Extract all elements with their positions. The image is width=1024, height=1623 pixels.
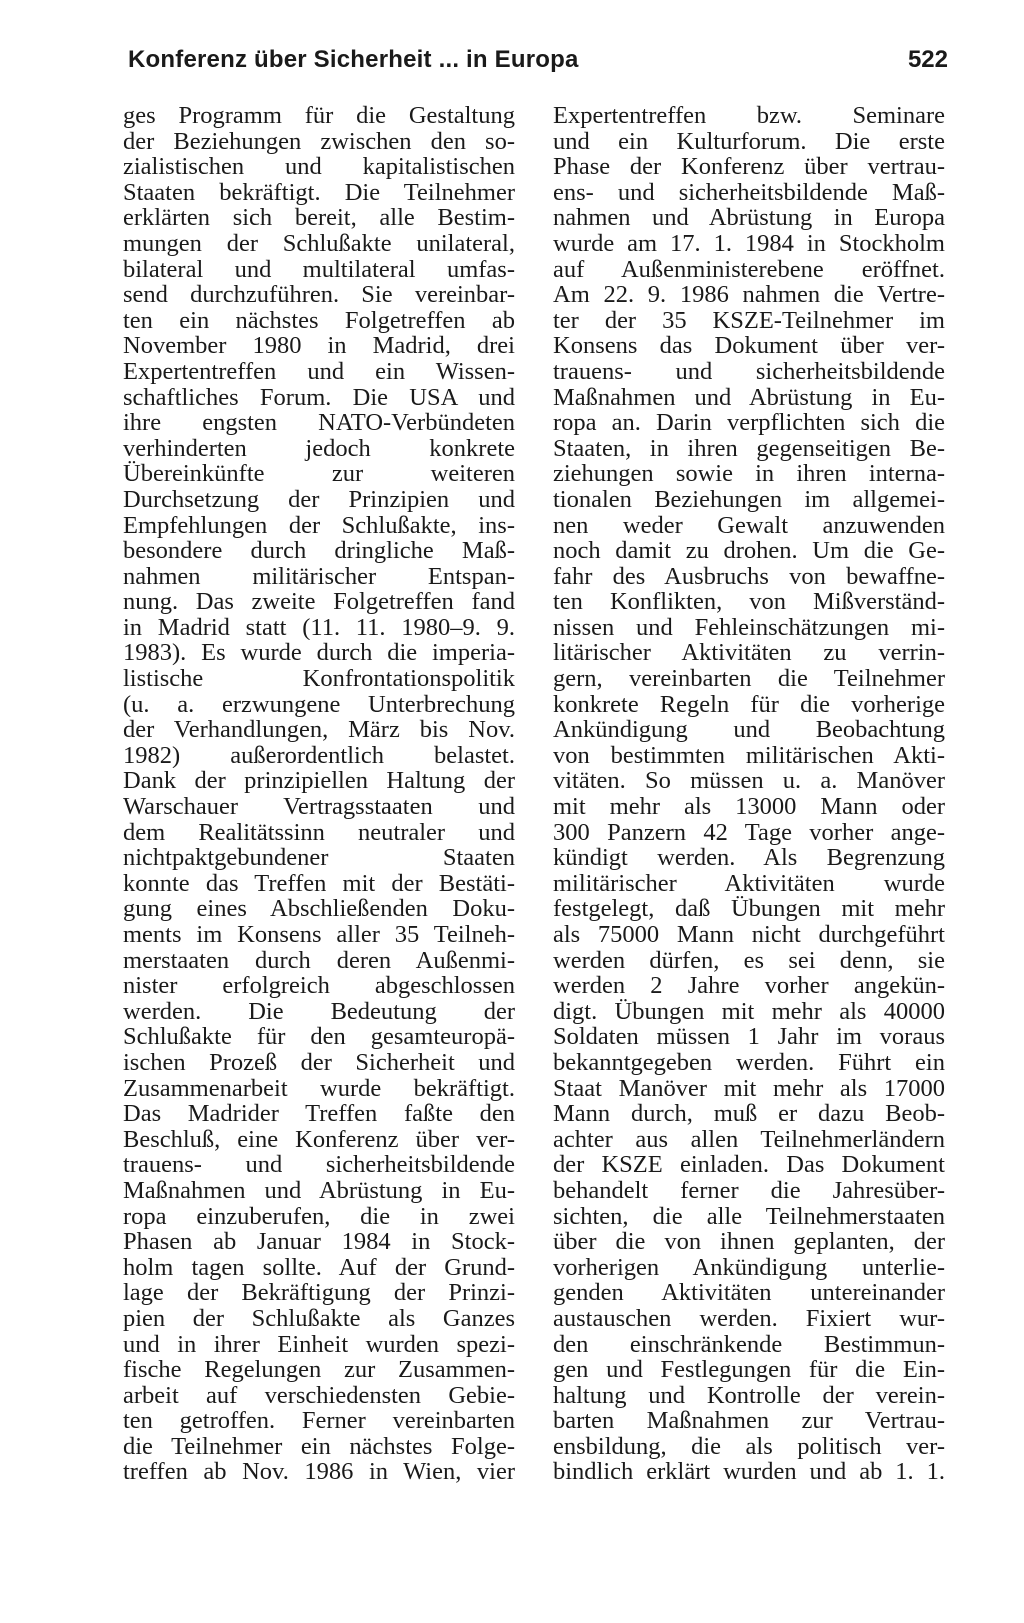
text-line: mit mehr als 13000 Mann oder — [553, 794, 945, 820]
text-line: 300 Panzern 42 Tage vorher ange- — [553, 819, 945, 846]
text-line: ropa einzuberufen, die in zwei — [123, 1203, 515, 1230]
text-line: treffen ab Nov. 1986 in Wien, vier — [123, 1459, 515, 1486]
text-line: austauschen werden. Fixiert wur- — [553, 1305, 945, 1332]
text-line: ments im Konsens aller 35 Teilneh- — [123, 922, 515, 948]
text-line: der KSZE einladen. Das Dokument — [553, 1152, 945, 1178]
text-line: Maßnahmen und Abrüstung in Eu- — [553, 384, 945, 411]
text-line: ens- und sicherheitsbildende Maß- — [553, 179, 945, 206]
text-line: auf Außenministerebene eröffnet. — [553, 256, 945, 283]
text-line: Konsens das Dokument über ver- — [553, 333, 945, 359]
text-line: genden Aktivitäten untereinander — [553, 1280, 945, 1306]
text-line: gern, vereinbarten die Teilnehmer — [553, 666, 945, 692]
text-line: Beschluß, eine Konferenz über ver- — [123, 1126, 515, 1153]
text-line: ter der 35 KSZE-Teilnehmer im — [553, 307, 945, 334]
text-line: Durchsetzung der Prinzipien und — [123, 486, 515, 513]
text-line: werden 2 Jahre vorher angekün- — [553, 973, 945, 999]
text-line: als 75000 Mann nicht durchgeführt — [553, 922, 945, 948]
text-column-left — [123, 103, 515, 1485]
text-line: die Teilnehmer ein nächstes Folge- — [123, 1433, 515, 1460]
text-line: fahr des Ausbruchs von bewaffne- — [553, 563, 945, 590]
text-line: der Beziehungen zwischen den so- — [123, 128, 515, 155]
text-line: sichten, die alle Teilnehmerstaaten — [553, 1203, 945, 1230]
text-line: send durchzuführen. Sie vereinbar- — [123, 282, 515, 308]
text-line: pien der Schlußakte als Ganzes — [123, 1305, 515, 1332]
text-line: listische Konfrontationspolitik — [123, 666, 515, 692]
text-line: ziehungen sowie in ihren interna- — [553, 461, 945, 487]
text-line: ischen Prozeß der Sicherheit und — [123, 1049, 515, 1076]
text-line: bekanntgegeben werden. Führt ein — [553, 1049, 945, 1076]
text-line: festgelegt, daß Übungen mit mehr — [553, 896, 945, 922]
text-line: trauens- und sicherheitsbildende — [553, 358, 945, 385]
text-column-right — [553, 103, 945, 1485]
text-line: ten Konflikten, von Mißverständ- — [553, 589, 945, 615]
text-line: nissen und Fehleinschätzungen mi- — [553, 614, 945, 641]
text-line: Warschauer Vertragsstaaten und — [123, 794, 515, 820]
text-line: Das Madrider Treffen faßte den — [123, 1101, 515, 1127]
text-line: über die von ihnen geplanten, der — [553, 1229, 945, 1255]
text-line: verhinderten jedoch konkrete — [123, 435, 515, 462]
text-line: Maßnahmen und Abrüstung in Eu- — [123, 1177, 515, 1204]
text-line: Phasen ab Januar 1984 in Stock- — [123, 1229, 515, 1255]
text-line: von bestimmten militärischen Akti- — [553, 742, 945, 769]
text-line: nichtpaktgebundener Staaten — [123, 845, 515, 871]
text-line: November 1980 in Madrid, drei — [123, 333, 515, 359]
text-line: behandelt ferner die Jahresüber- — [553, 1177, 945, 1204]
text-line: ges Programm für die Gestaltung — [123, 103, 515, 129]
text-line: den einschränkende Bestimmun- — [553, 1331, 945, 1358]
text-line: dem Realitätssinn neutraler und — [123, 819, 515, 846]
page-number: 522 — [907, 46, 948, 73]
text-line: nahmen militärischer Entspan- — [123, 563, 515, 590]
text-line: nahmen und Abrüstung in Europa — [553, 205, 945, 231]
text-line: und in ihrer Einheit wurden spezi- — [123, 1331, 515, 1358]
text-line: vitäten. So müssen u. a. Manöver — [553, 768, 945, 795]
text-line: ten getroffen. Ferner vereinbarten — [123, 1408, 515, 1434]
text-line: bilateral und multilateral umfas- — [123, 256, 515, 283]
running-head: Konferenz über Sicherheit ... in Europa — [128, 46, 579, 73]
text-line: ten ein nächstes Folgetreffen ab — [123, 307, 515, 334]
text-line: Expertentreffen bzw. Seminare — [553, 103, 945, 129]
text-line: Staaten, in ihren gegenseitigen Be- — [553, 435, 945, 462]
text-line: Übereinkünfte zur weiteren — [123, 461, 515, 487]
text-line: Dank der prinzipiellen Haltung der — [123, 768, 515, 795]
text-line: lage der Bekräftigung der Prinzi- — [123, 1280, 515, 1306]
text-line: haltung und Kontrolle der verein- — [553, 1382, 945, 1409]
text-line: (u. a. erzwungene Unterbrechung — [123, 691, 515, 718]
text-line: Schlußakte für den gesamteuropä- — [123, 1024, 515, 1050]
text-line: bindlich erklärt wurden und ab 1. 1. — [553, 1459, 945, 1486]
text-line: vorherigen Ankündigung unterlie- — [553, 1254, 945, 1281]
text-line: kündigt werden. Als Begrenzung — [553, 845, 945, 871]
text-line: gung eines Abschließenden Doku- — [123, 896, 515, 922]
text-line: konkrete Regeln für die vorherige — [553, 691, 945, 718]
text-line: ropa an. Darin verpflichten sich die — [553, 410, 945, 436]
text-line: und ein Kulturforum. Die erste — [553, 128, 945, 155]
text-line: 1982) außerordentlich belastet. — [123, 742, 515, 769]
text-line: Staaten bekräftigt. Die Teilnehmer — [123, 179, 515, 206]
text-line: ensbildung, die als politisch ver- — [553, 1433, 945, 1460]
text-line: militärischer Aktivitäten wurde — [553, 870, 945, 897]
text-line: werden. Die Bedeutung der — [123, 998, 515, 1025]
text-line: litärischer Aktivitäten zu verrin- — [553, 640, 945, 667]
text-line: trauens- und sicherheitsbildende — [123, 1152, 515, 1178]
text-line: nister erfolgreich abgeschlossen — [123, 973, 515, 999]
text-line: 1983). Es wurde durch die imperia- — [123, 640, 515, 667]
text-line: konnte das Treffen mit der Bestäti- — [123, 870, 515, 897]
text-line: tionalen Beziehungen im allgemei- — [553, 486, 945, 513]
text-line: Staat Manöver mit mehr als 17000 — [553, 1075, 945, 1102]
text-line: schaftliches Forum. Die USA und — [123, 384, 515, 411]
text-line: zialistischen und kapitalistischen — [123, 154, 515, 180]
text-line: Expertentreffen und ein Wissen- — [123, 358, 515, 385]
text-line: Mann durch, muß er dazu Beob- — [553, 1101, 945, 1127]
text-line: in Madrid statt (11. 11. 1980–9. 9. — [123, 614, 515, 641]
text-line: nung. Das zweite Folgetreffen fand — [123, 589, 515, 615]
text-line: besondere durch dringliche Maß- — [123, 538, 515, 564]
text-line: holm tagen sollte. Auf der Grund- — [123, 1254, 515, 1281]
text-line: erklärten sich bereit, alle Bestim- — [123, 205, 515, 231]
text-line: gen und Festlegungen für die Ein- — [553, 1357, 945, 1383]
text-line: arbeit auf verschiedensten Gebie- — [123, 1382, 515, 1409]
text-line: Phase der Konferenz über vertrau- — [553, 154, 945, 180]
text-line: achter aus allen Teilnehmerländern — [553, 1126, 945, 1153]
text-line: wurde am 17. 1. 1984 in Stockholm — [553, 230, 945, 257]
text-line: Am 22. 9. 1986 nahmen die Vertre- — [553, 282, 945, 308]
text-line: Empfehlungen der Schlußakte, ins- — [123, 512, 515, 539]
text-line: noch damit zu drohen. Um die Ge- — [553, 538, 945, 564]
text-line: der Verhandlungen, März bis Nov. — [123, 717, 515, 743]
text-line: merstaaten durch deren Außenmi- — [123, 947, 515, 974]
text-line: barten Maßnahmen zur Vertrau- — [553, 1408, 945, 1434]
text-line: fische Regelungen zur Zusammen- — [123, 1357, 515, 1383]
text-line: Soldaten müssen 1 Jahr im voraus — [553, 1024, 945, 1050]
text-line: digt. Übungen mit mehr als 40000 — [553, 998, 945, 1025]
text-line: ihre engsten NATO-Verbündeten — [123, 410, 515, 436]
text-line: mungen der Schlußakte unilateral, — [123, 230, 515, 257]
text-line: nen weder Gewalt anzuwenden — [553, 512, 945, 539]
text-line: werden dürfen, es sei denn, sie — [553, 947, 945, 974]
text-line: Zusammenarbeit wurde bekräftigt. — [123, 1075, 515, 1102]
text-line: Ankündigung und Beobachtung — [553, 717, 945, 743]
